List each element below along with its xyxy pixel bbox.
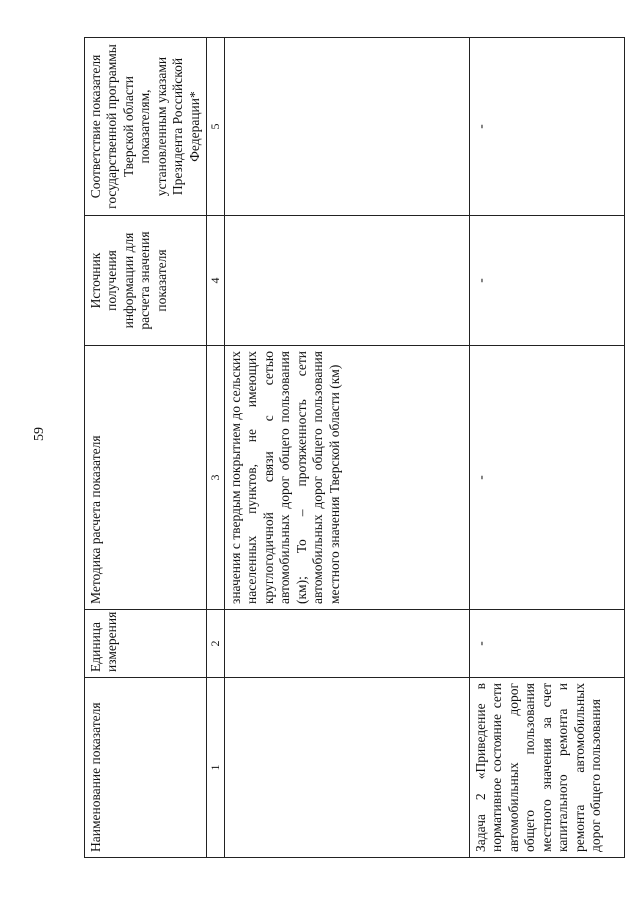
cell-method: значения с твердым покрытием до сельских населенных пунктов, не имеющих круглогодичной связи с сетью автомобильных дорог общего пользования (км); То – протяженность сети автомобильных дорог общего пользования местного значения Тверской области (км): [224, 346, 469, 610]
cell-task-name: Задача 2 «Приведение в нормативное состояние сети автомобильных дорог общего пользования местного значения за счет капитального ремонта и ремонта автомобильных дорог общего пользования: [469, 678, 624, 858]
header-unit: Единица измерения: [85, 610, 207, 678]
cell-task-unit: -: [469, 610, 624, 678]
column-number-2: 2: [207, 610, 225, 678]
column-number-4: 4: [207, 216, 225, 346]
cell-task-method: -: [469, 346, 624, 610]
column-number-1: 1: [207, 678, 225, 858]
table-row: [469, 38, 624, 858]
cell-task-correspondence: -: [469, 38, 624, 216]
cell-unit: [224, 610, 469, 678]
cell-correspondence: [224, 38, 469, 216]
column-number-5: 5: [207, 38, 225, 216]
header-correspondence: Соответствие показателя государственной программы Тверской области показателям, установленным указами Президента Российской Федерации*: [85, 38, 207, 216]
cell-source: [224, 216, 469, 346]
header-source: Источник получения информации для расчета значения показателя: [85, 216, 207, 346]
table-row: [224, 38, 469, 858]
column-number-row: [207, 38, 225, 858]
column-number-3: 3: [207, 346, 225, 610]
cell-task-source: -: [469, 216, 624, 346]
table-header-row: [85, 38, 207, 858]
page-number: 59: [32, 427, 47, 441]
header-indicator-name: Наименование показателя: [85, 678, 207, 858]
rotated-page-content: [84, 38, 612, 858]
indicators-table: [84, 37, 625, 858]
cell-name: [224, 678, 469, 858]
header-method: Методика расчета показателя: [85, 346, 207, 610]
